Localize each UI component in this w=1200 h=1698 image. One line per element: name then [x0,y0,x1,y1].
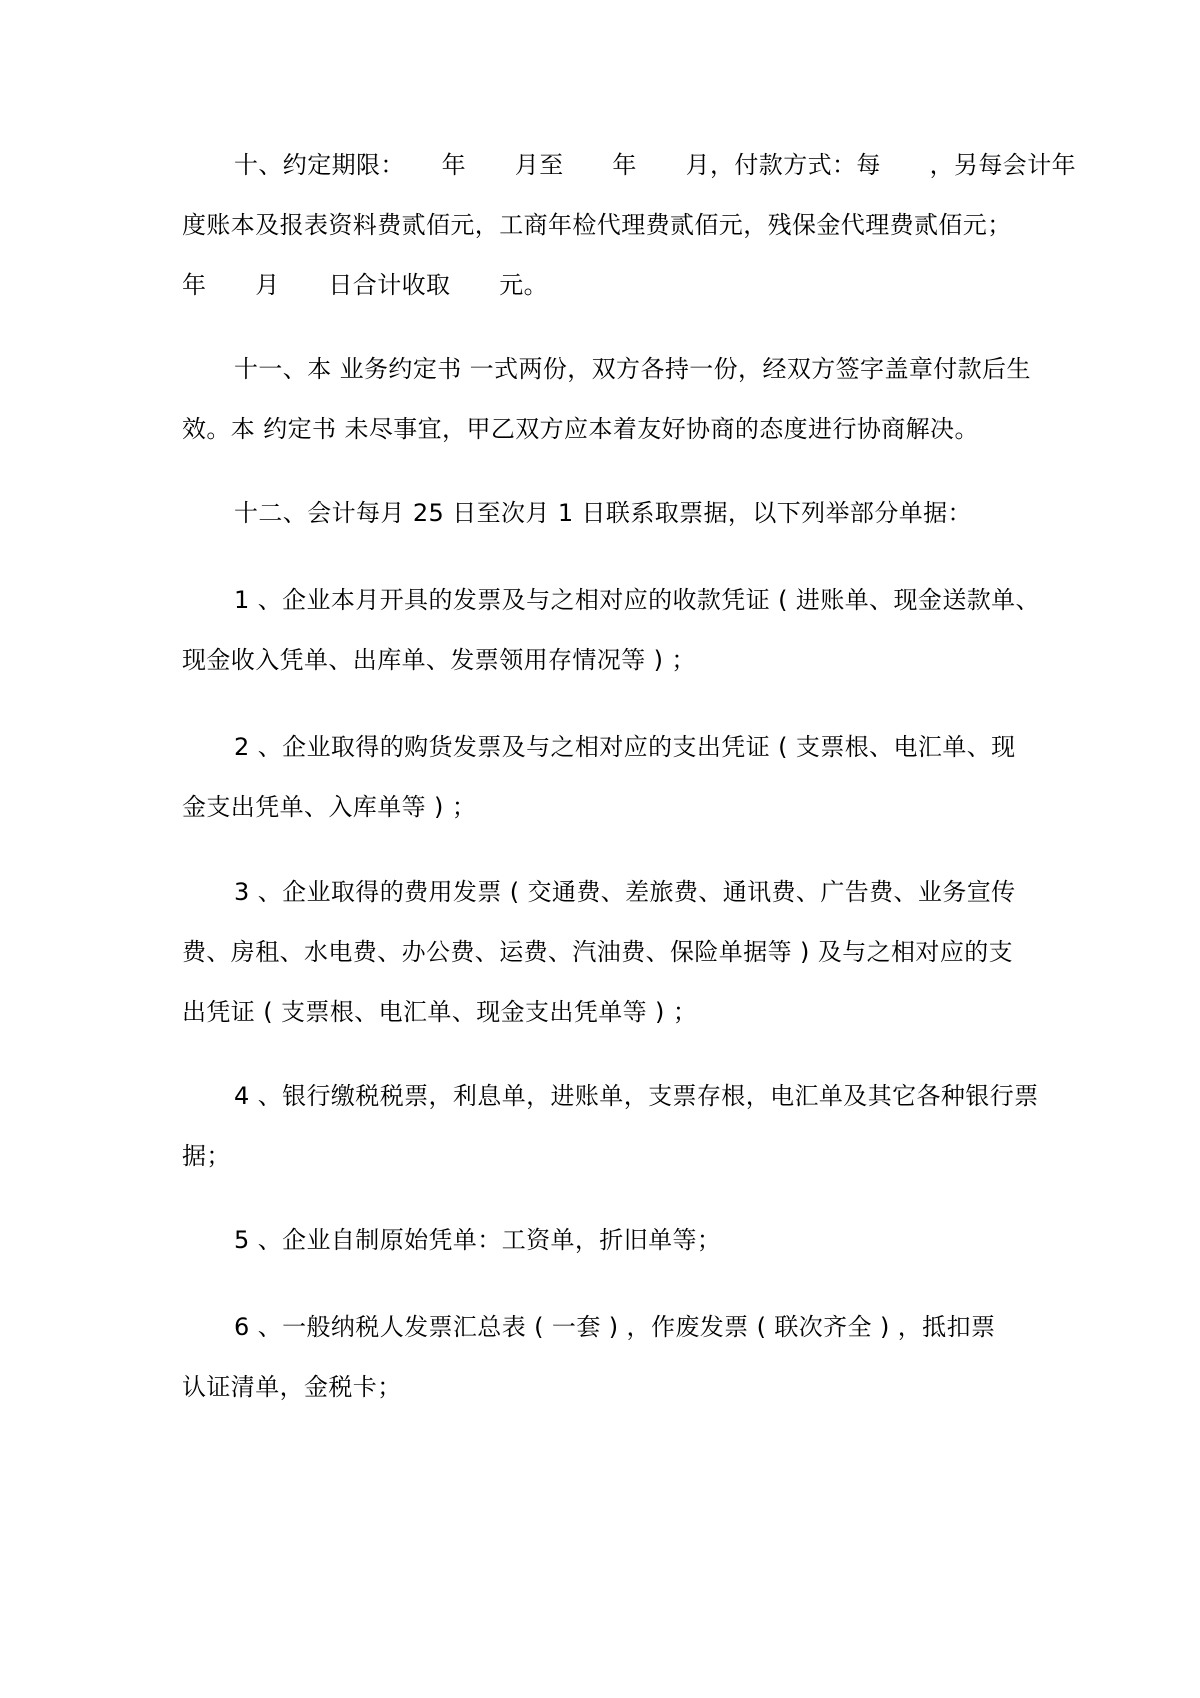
paragraph-receipt-collection [182,483,1024,543]
text-line: 费、房租、水电费、办公费、运费、汽油费、保险单据等 ) 及与之相对应的支 [182,938,1014,966]
text-line: 5 、企业自制原始凭单：工资单，折旧单等； [234,1226,722,1254]
list-item-5 [182,1210,1024,1270]
text-line: 据； [182,1142,231,1170]
paragraph-copies-clause [182,339,1031,459]
list-item-3 [182,862,1024,1042]
text-line: 现金收入凭单、出库单、发票领用存情况等 ) ； [182,646,696,674]
text-line: 度账本及报表资料费贰佰元，工商年检代理费贰佰元，残保金代理费贰佰元； [182,211,1012,239]
text-line: 十一、本 业务约定书 一式两份，双方各持一份，经双方签字盖章付款后生 [234,355,1031,383]
text-line: 2 、企业取得的购货发票及与之相对应的支出凭证 ( 支票根、电汇单、现 [234,733,1016,761]
list-item-2 [182,717,1024,837]
text-line: 十、约定期限： 年 月至 年 月，付款方式：每 ，另每会计年 [234,151,1076,179]
paragraph-agreement-term [182,135,1076,315]
text-line: 效。本 约定书 未尽事宜，甲乙双方应本着友好协商的态度进行协商解决。 [182,415,979,443]
text-line: 认证清单，金税卡； [182,1373,402,1401]
text-line: 4 、银行缴税税票，利息单，进账单，支票存根，电汇单及其它各种银行票 [234,1082,1039,1110]
text-line: 年 月 日合计收取 元。 [182,271,548,299]
text-line: 1 、企业本月开具的发票及与之相对应的收款凭证 ( 进账单、现金送款单、 [234,586,1040,614]
text-line: 6 、一般纳税人发票汇总表 ( 一套 ) ，作废发票 ( 联次齐全 ) ，抵扣票 [234,1313,996,1341]
list-item-4 [182,1066,1039,1186]
text-line: 十二、会计每月 25 日至次月 1 日联系取票据，以下列举部分单据： [234,499,972,527]
list-item-6 [182,1297,1024,1417]
text-line: 出凭证 ( 支票根、电汇单、现金支出凭单等 ) ； [182,998,698,1026]
list-item-1 [182,570,1040,690]
text-line: 3 、企业取得的费用发票 ( 交通费、差旅费、通讯费、广告费、业务宣传 [234,878,1016,906]
text-line: 金支出凭单、入库单等 ) ； [182,793,477,821]
